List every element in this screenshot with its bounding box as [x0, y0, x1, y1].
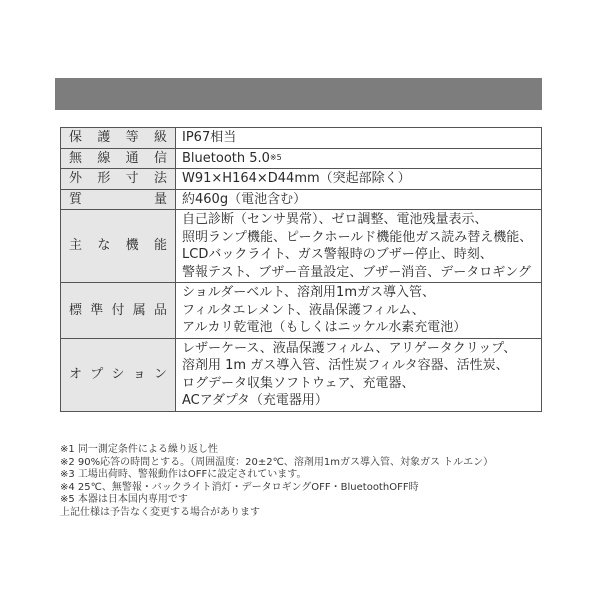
footnote-line: ※3 工場出荷時、警報動作はOFFに設定されています。 — [60, 469, 307, 480]
spec-value-line — [182, 211, 535, 229]
spec-value-line — [182, 357, 535, 375]
spec-label-char: 無 — [69, 150, 83, 166]
spec-label — [69, 366, 167, 384]
footnote-ref: ※5 — [269, 152, 282, 162]
spec-label-char: 護 — [97, 130, 111, 145]
spec-value-text: LCDバックライト、ガス警報時のブザー停止、時刻、 — [182, 247, 493, 262]
spec-value-text: 約460g（電池含む） — [182, 191, 307, 207]
spec-label-char: な — [97, 238, 111, 254]
spec-value-text: レザーケース、液晶保護フィルム、アリゲータクリップ、 — [182, 340, 517, 356]
spec-label-char: 保 — [69, 130, 83, 145]
spec-label-cell — [61, 338, 176, 411]
spec-label-char: ョ — [132, 366, 146, 382]
spec-label-cell — [61, 283, 176, 339]
spec-value-cell — [176, 169, 542, 190]
spec-value-line — [182, 191, 535, 209]
spec-value-line — [182, 229, 535, 247]
footnote-line: 上記仕様は予告なく変更する場合があります — [60, 506, 260, 518]
spec-label-char: 通 — [125, 150, 139, 166]
spec-label-char: 能 — [153, 238, 167, 254]
spec-value-cell — [176, 210, 542, 283]
spec-label-char: 等 — [125, 130, 139, 145]
spec-label-char: 線 — [97, 150, 111, 166]
spec-value-text: Bluetooth 5.0 — [182, 150, 270, 166]
spec-value-line — [182, 246, 535, 264]
spec-label-cell — [61, 210, 176, 283]
spec-row — [61, 338, 542, 411]
spec-table-body — [61, 128, 542, 412]
spec-value-cell — [176, 338, 542, 411]
spec-label-char: 外 — [69, 171, 83, 186]
spec-value-line — [182, 319, 535, 337]
spec-label — [69, 191, 167, 209]
spec-value-text: 警報テスト、ブザー音量設定、ブザー消音、データロギング — [182, 264, 531, 280]
spec-label-char: 信 — [153, 150, 167, 166]
header-banner — [55, 78, 542, 110]
spec-label-char: 級 — [153, 130, 167, 145]
spec-value-line — [182, 170, 535, 188]
spec-value-text: IP67相当 — [182, 130, 237, 145]
spec-label-cell — [61, 169, 176, 190]
footnotes — [60, 444, 560, 519]
spec-label — [69, 237, 167, 255]
footnote-line: ※1 同一測定条件による繰り返し性 — [60, 444, 218, 455]
spec-value-line — [182, 284, 535, 302]
spec-value-text: 自己診断（センサ異常）、ゼロ調整、電池残量表示、 — [182, 212, 488, 227]
spec-value-text: アルカリ乾電池（もしくはニッケル水素充電池） — [182, 320, 467, 335]
spec-label — [69, 302, 167, 320]
spec-label-char: ン — [153, 366, 167, 382]
spec-label — [69, 150, 167, 168]
spec-table — [60, 127, 542, 412]
spec-row — [61, 128, 542, 149]
spec-value-line — [182, 129, 535, 147]
footnote-line: ※4 25℃、無警報・バックライト消灯・データロギングOFF・BluetoothOFF時 — [60, 481, 419, 493]
spec-row — [61, 283, 542, 339]
spec-value-text: フィルタエレメント、液晶保護フィルム、 — [182, 302, 425, 318]
spec-label-char: 主 — [69, 238, 83, 254]
spec-label-char: 機 — [125, 238, 139, 254]
spec-label — [69, 129, 167, 147]
spec-row — [61, 210, 542, 283]
spec-label-char: 品 — [153, 302, 167, 318]
spec-row — [61, 189, 542, 210]
spec-label-char: 法 — [153, 171, 167, 186]
spec-value-cell — [176, 148, 542, 169]
spec-label-char: 量 — [153, 191, 167, 207]
spec-value-line — [182, 150, 535, 168]
spec-label-char: 寸 — [125, 171, 139, 186]
spec-label-char: 標 — [69, 302, 83, 318]
spec-label-char: シ — [111, 366, 125, 382]
spec-label-cell — [61, 128, 176, 149]
spec-label-char: 準 — [90, 302, 104, 318]
spec-value-text: 溶剤用 1m ガス導入管、活性炭フィルタ容器、活性炭、 — [182, 358, 509, 373]
spec-value-line — [182, 392, 535, 410]
spec-label-char: 付 — [111, 302, 125, 318]
spec-label-char: 質 — [69, 191, 83, 207]
footnote-line: ※5 本器は日本国内専用です — [60, 494, 188, 505]
spec-value-text: W91×H164×D44mm（突起部除く） — [182, 171, 411, 186]
spec-label — [69, 170, 167, 188]
spec-value-cell — [176, 189, 542, 210]
spec-label-char: プ — [90, 366, 104, 382]
spec-value-line — [182, 302, 535, 320]
spec-value-text: ショルダーベルト、溶剤用1mガス導入管、 — [182, 285, 435, 300]
spec-value-text: ACアダプタ（充電器用） — [182, 393, 328, 408]
spec-label-cell — [61, 148, 176, 169]
footnote-line: ※2 90%応答の時間とする。（周囲温度：20±2℃、溶剤用1mガス導入管、対象ガス トルエン） — [60, 456, 494, 468]
spec-label-char: オ — [69, 366, 83, 382]
spec-value-text: 照明ランプ機能、ピークホールド機能他ガス読み替え機能、 — [182, 229, 533, 245]
spec-label-char: 形 — [97, 171, 111, 186]
spec-value-text: ログデータ収集ソフトウェア、充電器、 — [182, 375, 415, 391]
spec-label-cell — [61, 189, 176, 210]
spec-value-line — [182, 264, 535, 282]
spec-row — [61, 169, 542, 190]
spec-value-line — [182, 375, 535, 393]
spec-value-cell — [176, 128, 542, 149]
spec-row — [61, 148, 542, 169]
spec-label-char: 属 — [132, 302, 146, 318]
spec-value-line — [182, 340, 535, 358]
spec-value-cell — [176, 283, 542, 339]
